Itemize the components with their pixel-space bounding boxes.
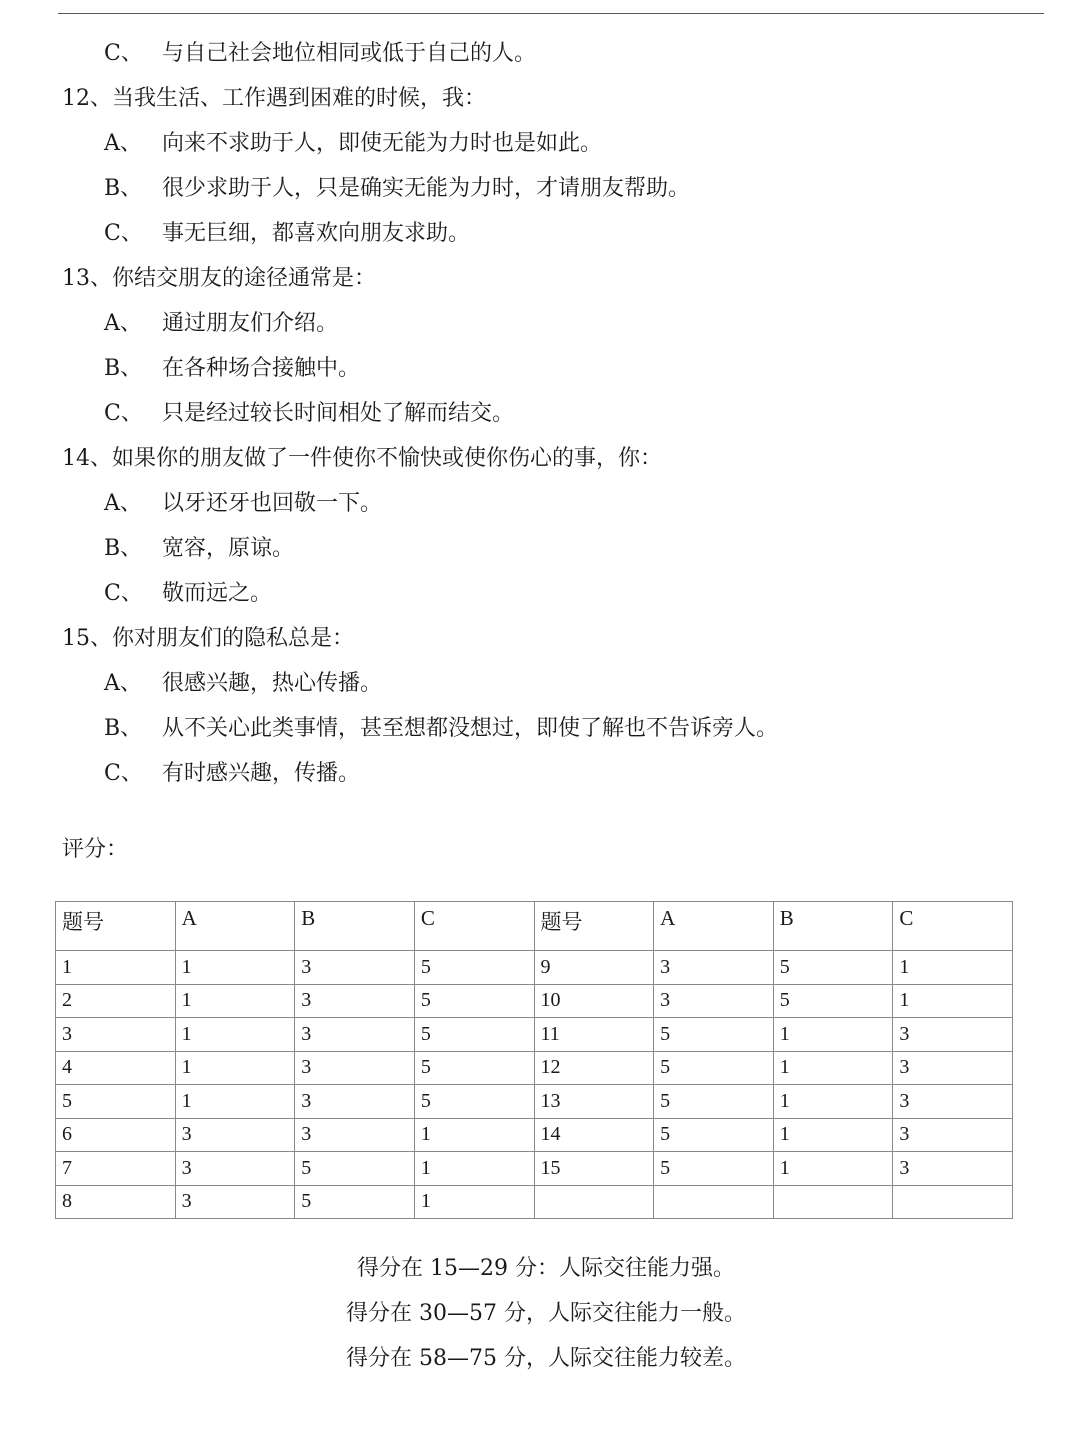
header-cell: 题号 <box>56 902 176 951</box>
option-text: 在各种场合接触中。 <box>162 356 361 381</box>
table-cell: 3 <box>175 1118 295 1152</box>
result-text: 得分在 58—75 分，人际交往能力较差。 <box>346 1346 746 1371</box>
table-row <box>56 1051 1013 1085</box>
option-text: 有时感兴趣，传播。 <box>162 761 361 786</box>
header-cell: B <box>295 902 415 951</box>
q11-option-c <box>104 40 536 68</box>
table-cell: 3 <box>295 984 415 1018</box>
table-header-row <box>56 902 1013 951</box>
question-13-stem: 13、你结交朋友的途径通常是： <box>62 266 376 291</box>
header-cell: A <box>654 902 774 951</box>
header-cell: C <box>893 902 1013 951</box>
table-cell: 5 <box>295 1185 415 1219</box>
table-cell: 9 <box>534 951 654 985</box>
table-cell: 1 <box>175 984 295 1018</box>
table-row <box>56 1185 1013 1219</box>
table-cell: 1 <box>175 951 295 985</box>
table-cell: 13 <box>534 1085 654 1119</box>
table-cell: 10 <box>534 984 654 1018</box>
option-letter: B、 <box>104 176 143 201</box>
table-cell: 3 <box>295 1051 415 1085</box>
scoring-table <box>55 901 1013 1219</box>
table-cell: 3 <box>893 1085 1013 1119</box>
table-cell: 3 <box>295 951 415 985</box>
option-text: 从不关心此类事情，甚至想都没想过，即使了解也不告诉旁人。 <box>162 716 779 741</box>
option-letter: C、 <box>104 761 143 786</box>
table-cell: 5 <box>414 1018 534 1052</box>
table-cell <box>773 1185 893 1219</box>
q13-option-c <box>104 400 514 428</box>
option-text: 以牙还牙也回敬一下。 <box>162 491 383 516</box>
table-row <box>56 951 1013 985</box>
table-cell: 3 <box>295 1118 415 1152</box>
table-cell: 1 <box>773 1051 893 1085</box>
q12-option-a <box>104 130 602 158</box>
result-strong <box>0 1255 1080 1283</box>
header-cell: C <box>414 902 534 951</box>
option-letter: A、 <box>104 131 142 156</box>
option-text: 很感兴趣，热心传播。 <box>162 671 383 696</box>
question-14-stem: 14、如果你的朋友做了一件使你不愉快或使你伤心的事，你： <box>62 446 662 471</box>
q13-option-b <box>104 355 360 383</box>
table-row <box>56 1085 1013 1119</box>
scoring-title: 评分： <box>62 837 129 862</box>
table-cell: 5 <box>56 1085 176 1119</box>
q15-option-a <box>104 670 382 698</box>
question-15-stem: 15、你对朋友们的隐私总是： <box>62 626 354 651</box>
table-cell: 1 <box>773 1118 893 1152</box>
table-cell: 5 <box>773 951 893 985</box>
option-text: 很少求助于人，只是确实无能为力时，才请朋友帮助。 <box>162 176 691 201</box>
option-text: 通过朋友们介绍。 <box>162 311 339 336</box>
table-cell: 11 <box>534 1018 654 1052</box>
table-cell: 5 <box>773 984 893 1018</box>
option-text: 向来不求助于人，即使无能为力时也是如此。 <box>162 131 603 156</box>
option-text: 宽容，原谅。 <box>162 536 295 561</box>
table-cell: 6 <box>56 1118 176 1152</box>
table-cell: 5 <box>414 951 534 985</box>
table-cell: 3 <box>654 984 774 1018</box>
table-cell: 5 <box>295 1152 415 1186</box>
option-letter: C、 <box>104 581 143 606</box>
table-cell: 3 <box>295 1085 415 1119</box>
header-cell: A <box>175 902 295 951</box>
table-cell: 3 <box>893 1051 1013 1085</box>
table-cell: 1 <box>175 1018 295 1052</box>
option-text: 与自己社会地位相同或低于自己的人。 <box>162 41 537 66</box>
table-cell: 1 <box>893 984 1013 1018</box>
table-cell: 4 <box>56 1051 176 1085</box>
table-cell: 5 <box>414 984 534 1018</box>
table-cell: 1 <box>56 951 176 985</box>
result-average <box>0 1300 1080 1328</box>
table-cell <box>654 1185 774 1219</box>
table-cell: 3 <box>56 1018 176 1052</box>
option-letter: A、 <box>104 311 142 336</box>
table-cell: 3 <box>893 1118 1013 1152</box>
q14-option-c <box>104 580 272 608</box>
table-cell: 5 <box>654 1152 774 1186</box>
table-cell: 1 <box>175 1085 295 1119</box>
table-row <box>56 1152 1013 1186</box>
table-cell: 14 <box>534 1118 654 1152</box>
table-cell: 3 <box>175 1185 295 1219</box>
table-cell: 1 <box>414 1152 534 1186</box>
option-letter: B、 <box>104 536 143 561</box>
option-letter: C、 <box>104 401 143 426</box>
option-text: 敬而远之。 <box>162 581 273 606</box>
table-cell: 1 <box>175 1051 295 1085</box>
table-row <box>56 984 1013 1018</box>
table-cell: 7 <box>56 1152 176 1186</box>
option-text: 只是经过较长时间相处了解而结交。 <box>162 401 515 426</box>
table-cell: 1 <box>893 951 1013 985</box>
table-cell: 2 <box>56 984 176 1018</box>
header-cell: B <box>773 902 893 951</box>
table-cell: 3 <box>654 951 774 985</box>
table-cell: 5 <box>654 1051 774 1085</box>
q14-option-b <box>104 535 294 563</box>
table-cell: 8 <box>56 1185 176 1219</box>
table-cell <box>534 1185 654 1219</box>
table-cell: 15 <box>534 1152 654 1186</box>
table-cell <box>893 1185 1013 1219</box>
table-cell: 1 <box>773 1085 893 1119</box>
table-row <box>56 1118 1013 1152</box>
option-text: 事无巨细，都喜欢向朋友求助。 <box>162 221 471 246</box>
option-letter: C、 <box>104 221 143 246</box>
q15-option-c <box>104 760 360 788</box>
option-letter: B、 <box>104 716 143 741</box>
result-weak <box>0 1345 1080 1373</box>
question-12-stem: 12、当我生活、工作遇到困难的时候，我： <box>62 86 486 111</box>
table-cell: 3 <box>893 1018 1013 1052</box>
table-cell: 1 <box>773 1152 893 1186</box>
table-cell: 5 <box>654 1085 774 1119</box>
option-letter: A、 <box>104 491 142 516</box>
q14-option-a <box>104 490 382 518</box>
q12-option-b <box>104 175 690 203</box>
q12-option-c <box>104 220 470 248</box>
table-cell: 3 <box>295 1018 415 1052</box>
option-letter: C、 <box>104 41 143 66</box>
header-rule <box>58 13 1044 14</box>
table-cell: 5 <box>654 1018 774 1052</box>
table-cell: 12 <box>534 1051 654 1085</box>
table-cell: 5 <box>414 1085 534 1119</box>
result-text: 得分在 15—29 分：人际交往能力强。 <box>357 1256 735 1281</box>
table-cell: 1 <box>414 1185 534 1219</box>
table-cell: 1 <box>773 1018 893 1052</box>
header-cell: 题号 <box>534 902 654 951</box>
q13-option-a <box>104 310 338 338</box>
option-letter: B、 <box>104 356 143 381</box>
table-cell: 5 <box>654 1118 774 1152</box>
result-text: 得分在 30—57 分，人际交往能力一般。 <box>346 1301 746 1326</box>
q15-option-b <box>104 715 778 743</box>
table-cell: 3 <box>893 1152 1013 1186</box>
table-cell: 1 <box>414 1118 534 1152</box>
table-cell: 5 <box>414 1051 534 1085</box>
table-cell: 3 <box>175 1152 295 1186</box>
table-row <box>56 1018 1013 1052</box>
option-letter: A、 <box>104 671 142 696</box>
